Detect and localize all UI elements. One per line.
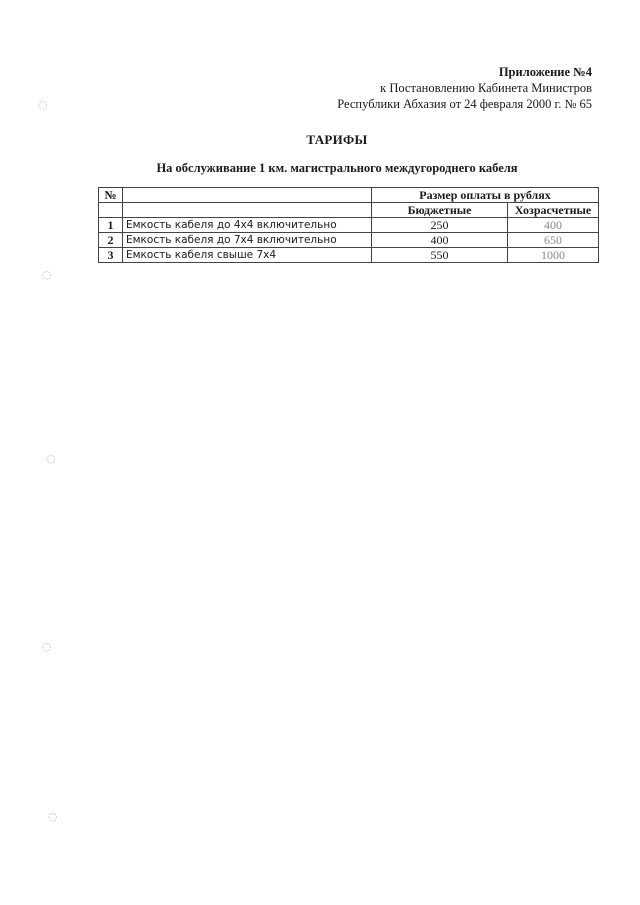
row-name: Емкость кабеля свыше 7х4	[123, 248, 372, 263]
tariff-table	[98, 187, 599, 263]
scan-artifact-mark: ◌	[42, 268, 52, 281]
column-header-commercial: Хозрасчетные	[508, 203, 599, 218]
row-number: 2	[99, 233, 123, 248]
table-header-row	[99, 188, 599, 203]
column-header-number: №	[99, 188, 123, 203]
column-header-budget: Бюджетные	[372, 203, 508, 218]
scan-artifact-mark: ◌	[46, 452, 56, 465]
row-number: 3	[99, 248, 123, 263]
row-budget-value: 550	[372, 248, 508, 263]
column-header-name-empty	[123, 188, 372, 203]
scan-artifact-mark: ◌	[38, 98, 48, 111]
table-row	[99, 218, 599, 233]
page-subtitle: На обслуживание 1 км. магистрального междугороднего кабеля	[156, 161, 518, 175]
scan-artifact-mark: ◌	[42, 640, 52, 653]
row-commercial-value: 400	[508, 218, 599, 233]
row-name: Емкость кабеля до 4х4 включительно	[123, 218, 372, 233]
table-row	[99, 248, 599, 263]
row-budget-value: 250	[372, 218, 508, 233]
annex-header	[337, 64, 592, 112]
row-budget-value: 400	[372, 233, 508, 248]
page-title: ТАРИФЫ	[306, 132, 368, 147]
row-commercial-value: 650	[508, 233, 599, 248]
column-header-payment: Размер оплаты в рублях	[372, 188, 599, 203]
table-subheader-row	[99, 203, 599, 218]
row-number: 1	[99, 218, 123, 233]
row-name: Емкость кабеля до 7х4 включительно	[123, 233, 372, 248]
annex-label: Приложение №4	[498, 65, 592, 79]
subheader-empty-name	[123, 203, 372, 218]
subheader-empty-num	[99, 203, 123, 218]
scan-artifact-mark: ◌	[48, 810, 58, 823]
table-row	[99, 233, 599, 248]
row-commercial-value: 1000	[508, 248, 599, 263]
annex-decree-line: к Постановлению Кабинета Министров	[380, 81, 592, 95]
annex-date-line: Республики Абхазия от 24 февраля 2000 г. № 65	[337, 97, 592, 111]
